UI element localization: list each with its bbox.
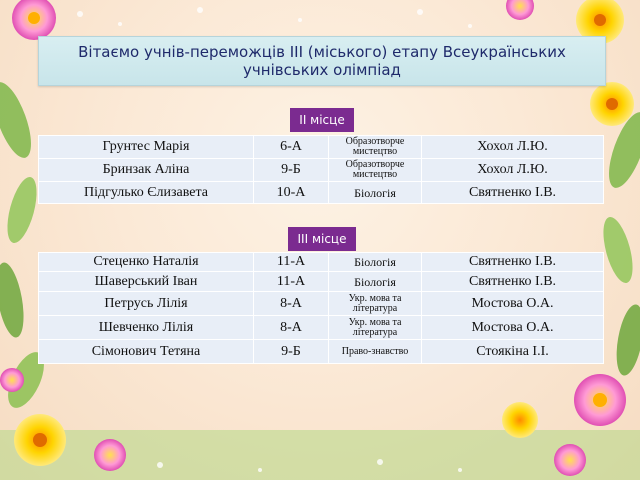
teacher: Хохол Л.Ю.: [422, 136, 604, 159]
table-row: [39, 316, 604, 340]
table-row: [39, 272, 604, 292]
place-badge-second: II місце: [290, 108, 354, 132]
subject: Укр. мова та література: [329, 316, 422, 340]
teacher: Хохол Л.Ю.: [422, 159, 604, 182]
subject: Укр. мова та література: [329, 292, 422, 316]
table-row: [39, 182, 604, 204]
student-class: 8-А: [254, 316, 329, 340]
student-name: Шаверський Іван: [39, 272, 254, 292]
winners-table-third: [38, 252, 604, 364]
teacher: Мостова О.А.: [422, 316, 604, 340]
flower-top-left: [12, 0, 56, 40]
student-class: 11-А: [254, 272, 329, 292]
place-badge-third: III місце: [288, 227, 356, 251]
student-class: 8-А: [254, 292, 329, 316]
teacher: Стоякіна І.І.: [422, 340, 604, 364]
table-row: [39, 159, 604, 182]
student-name: Стеценко Наталія: [39, 253, 254, 272]
student-class: 9-Б: [254, 159, 329, 182]
subject: Образотворче мистецтво: [329, 159, 422, 182]
teacher: Святненко І.В.: [422, 253, 604, 272]
subject: Біологія: [329, 253, 422, 272]
table-row: [39, 292, 604, 316]
student-class: 11-А: [254, 253, 329, 272]
student-name: Сімонович Тетяна: [39, 340, 254, 364]
subject: Право-знавство: [329, 340, 422, 364]
table-row: [39, 136, 604, 159]
student-class: 10-А: [254, 182, 329, 204]
student-name: Шевченко Лілія: [39, 316, 254, 340]
table-row: [39, 340, 604, 364]
subject: Образотворче мистецтво: [329, 136, 422, 159]
student-class: 9-Б: [254, 340, 329, 364]
subject: Біологія: [329, 182, 422, 204]
student-class: 6-А: [254, 136, 329, 159]
student-name: Бринзак Аліна: [39, 159, 254, 182]
teacher: Мостова О.А.: [422, 292, 604, 316]
teacher: Святненко І.В.: [422, 182, 604, 204]
student-name: Підгулько Єлизавета: [39, 182, 254, 204]
student-name: Грунтес Марія: [39, 136, 254, 159]
table-row: [39, 253, 604, 272]
page-title: Вітаємо учнів-переможців III (міського) етапу Всеукраїнських учнівських олімпіад: [38, 36, 606, 86]
winners-table-second: [38, 135, 604, 204]
student-name: Петрусь Лілія: [39, 292, 254, 316]
teacher: Святненко І.В.: [422, 272, 604, 292]
subject: Біологія: [329, 272, 422, 292]
flower-mid-right: [590, 82, 634, 126]
